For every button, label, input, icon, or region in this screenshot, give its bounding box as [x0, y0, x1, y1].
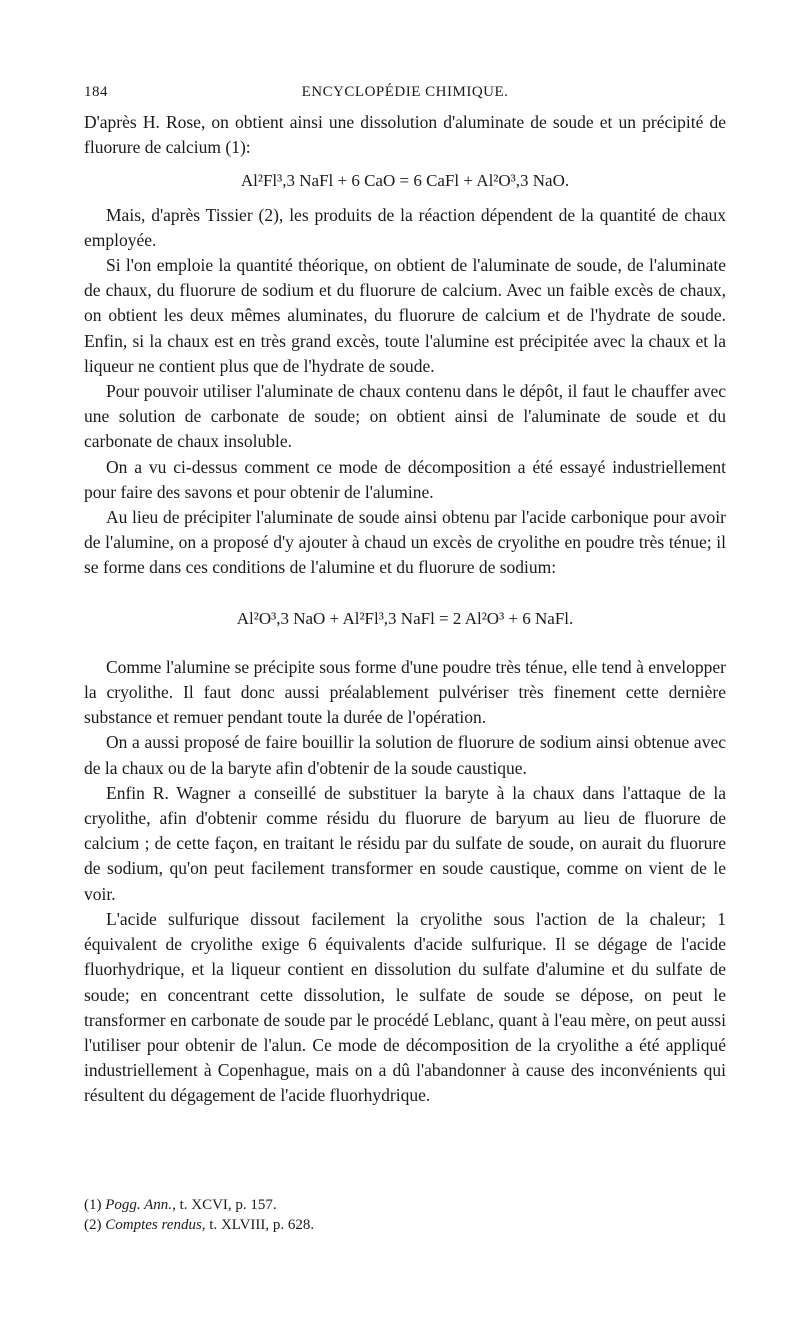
footnote-2-source: Comptes rendus	[105, 1217, 202, 1233]
footnote-1-number: (1)	[84, 1197, 102, 1213]
paragraph-6: Au lieu de précipiter l'aluminate de soude ainsi obtenu par l'acide carbonique pour avoir de l'alumine, on a proposé d'y ajouter à chaud un excès de cryolithe en poudre très ténue; il se forme dans ces conditions de l'alumine et du fluorure de sodium:	[84, 507, 726, 578]
footnote-1-reference: , t. XCVI, p. 157.	[172, 1197, 277, 1213]
footnote-2-reference: , t. XLVIII, p. 628.	[201, 1217, 315, 1233]
running-head: ENCYCLOPÉDIE CHIMIQUE.	[301, 84, 509, 100]
paragraph-10: L'acide sulfurique dissout facilement la cryolithe sous l'action de la chaleur; 1 équivalent de cryolithe exige 6 équivalents d'acide sulfurique. Il se dégage de l'acide fluorhydrique, et la liqueur contient en dissolution du sulfate d'alumine et du sulfate de soude; en concentrant cette dissolution, le sulfate de soude se dépose, on peut le transformer en carbonate de soude par le procédé Leblanc, quant à l'eau mère, on peut aussi l'utiliser pour obtenir de l'alun. Ce mode de décomposition de la cryolithe a été appliqué industriellement à Copenhague, mais on a dû l'abandonner à cause des inconvénients qui résultent du dégagement de l'acide fluorhydrique.	[84, 908, 726, 1106]
footnote-2-number: (2)	[84, 1217, 102, 1233]
paragraph-4: Pour pouvoir utiliser l'aluminate de chaux contenu dans le dépôt, il faut le chauffer avec une solution de carbonate de soude; on obtient ainsi de l'aluminate de soude et du carbonate de chaux insoluble.	[84, 381, 726, 452]
paragraph-2: Mais, d'après Tissier (2), les produits de la réaction dépendent de la quantité de chaux employée.	[84, 204, 726, 250]
footnote-1-source: Pogg. Ann.	[105, 1197, 173, 1213]
footnote-2	[84, 1215, 726, 1235]
paragraph-7: Comme l'alumine se précipite sous forme d'une poudre très ténue, elle tend à envelopper la cryolithe. Il faut donc aussi préalablement pulvériser très finement cette dernière substance et remuer pendant toute la durée de l'opération.	[84, 656, 726, 728]
body-text	[84, 110, 726, 1109]
paragraph-3: Si l'on emploie la quantité théorique, on obtient de l'aluminate de soude, de l'aluminate de chaux, du fluorure de sodium et du fluorure de calcium. Avec un faible excès de chaux, on obtient les deux mêmes aluminates, du fluorure de calcium et de l'hydrate de soude. Enfin, si la chaux est en très grand excès, toute l'alumine est précipitée avec la chaux et la liqueur ne contient plus que de l'hydrate de soude.	[84, 255, 726, 376]
footnotes	[84, 1195, 726, 1235]
footnote-1	[84, 1195, 726, 1215]
equation-1: Al²Fl³,3 NaFl + 6 CaO = 6 CaFl + Al²O³,3 NaO.	[240, 171, 570, 191]
equation-2: Al²O³,3 NaO + Al²Fl³,3 NaFl = 2 Al²O³ + 6 NaFl.	[236, 608, 574, 628]
paragraph-1: D'après H. Rose, on obtient ainsi une dissolution d'aluminate de soude et un précipité de fluorure de calcium (1):	[84, 112, 726, 158]
page-number: 184	[84, 84, 108, 100]
paragraph-9: Enfin R. Wagner a conseillé de substituer la baryte à la chaux dans l'attaque de la cryolithe, afin d'obtenir comme résidu du fluorure de baryum au lieu de fluorure de calcium ; de cette façon, en traitant le résidu par du sulfate de soude, on aurait du fluorure de sodium, qu'on peut facilement transformer en soude caustique, comme on vient de le voir.	[84, 782, 726, 904]
paragraph-8: On a aussi proposé de faire bouillir la solution de fluorure de sodium ainsi obtenue avec de la chaux ou de la baryte afin d'obtenir de la soude caustique.	[84, 732, 726, 778]
paragraph-5: On a vu ci-dessus comment ce mode de décomposition a été essayé industriellement pour faire des savons et pour obtenir de l'alumine.	[84, 456, 726, 502]
